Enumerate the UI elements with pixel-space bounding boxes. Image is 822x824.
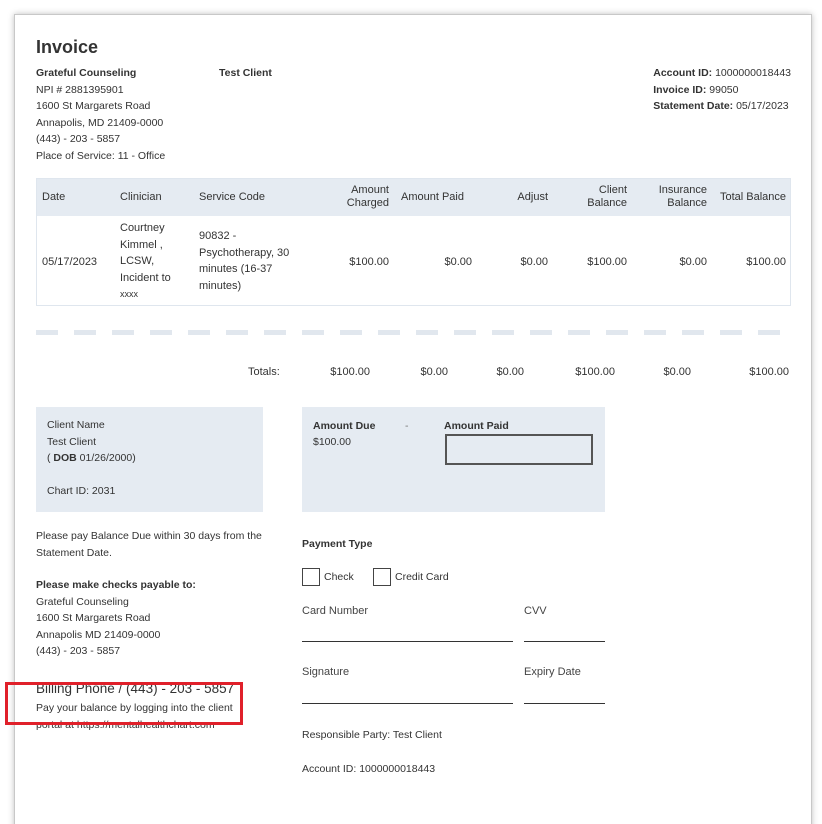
- total-total-balance: $100.00: [749, 366, 789, 378]
- total-client-balance: $100.00: [575, 366, 615, 378]
- totals-label: Totals:: [248, 366, 280, 378]
- highlight-box: [5, 682, 243, 725]
- practice-npi: NPI # 2881395901: [36, 83, 124, 96]
- invoice-title: Invoice: [36, 37, 99, 57]
- credit-card-checkbox[interactable]: [373, 568, 391, 586]
- service-line: 90832 -: [199, 230, 237, 242]
- amount-paid-input[interactable]: [445, 434, 593, 465]
- row-insurance-balance: $0.00: [679, 256, 707, 268]
- total-insurance-balance: $0.00: [663, 366, 691, 378]
- amount-separator: -: [405, 420, 409, 432]
- services-table: [36, 178, 791, 306]
- col-client-balance: [587, 184, 627, 210]
- chart-id: Chart ID: 2031: [47, 484, 116, 497]
- checks-phone: (443) - 203 - 5857: [36, 645, 121, 657]
- col-clinician: Clinician: [120, 191, 162, 203]
- responsible-party: Responsible Party: Test Client: [302, 729, 442, 741]
- service-line: minutes (16-37: [199, 263, 273, 275]
- col-total-balance: Total Balance: [719, 191, 786, 203]
- client-name-top: Test Client: [219, 67, 272, 79]
- total-amount-paid: $0.00: [420, 366, 448, 378]
- row-date: 05/17/2023: [42, 256, 98, 268]
- expiry-date-field[interactable]: [524, 703, 605, 704]
- row-client-balance: $100.00: [587, 256, 627, 268]
- checks-address1: 1600 St Margarets Road: [36, 612, 151, 624]
- practice-address2: Annapolis, MD 21409-0000: [36, 116, 164, 129]
- col-client-balance-line2: Balance: [587, 197, 627, 209]
- check-checkbox[interactable]: [302, 568, 320, 586]
- checks-address2: Annapolis MD 21409-0000: [36, 628, 161, 641]
- clinician-line: Kimmel ,: [120, 238, 163, 251]
- portal-note: Pay your balance by logging into the client portal at https://mentalhealthchart.com: [36, 702, 233, 731]
- col-amount-charged-line2: Charged: [346, 197, 389, 209]
- row-adjust: $0.00: [520, 256, 548, 268]
- col-insurance-balance-line2: Balance: [667, 197, 707, 209]
- checks-name: Grateful Counseling: [36, 595, 129, 608]
- client-info-box: [36, 407, 263, 512]
- col-date: Date: [42, 191, 66, 203]
- col-client-balance-line1: Client: [598, 184, 627, 196]
- signature-label: Signature: [302, 666, 350, 678]
- place-of-service: Place of Service: 11 - Office: [36, 149, 166, 162]
- dob-label: DOB: [53, 452, 77, 464]
- clinician-line: xxxx: [120, 289, 138, 299]
- total-amount-charged: $100.00: [330, 366, 370, 378]
- account-id-value: 1000000018443: [715, 67, 791, 79]
- credit-card-label: Credit Card: [395, 571, 449, 583]
- client-dob: [47, 450, 252, 467]
- col-service-code: Service Code: [199, 191, 266, 203]
- total-adjust: $0.00: [496, 366, 524, 378]
- row-amount-charged: $100.00: [349, 256, 389, 268]
- clinician-line: Incident to: [120, 271, 171, 284]
- client-name: Test Client: [47, 435, 97, 448]
- footer-account-id: Account ID: 1000000018443: [302, 763, 436, 775]
- practice-phone: (443) - 203 - 5857: [36, 133, 121, 145]
- service-line: Psychotherapy, 30: [199, 246, 290, 259]
- account-id-label: Account ID:: [653, 67, 713, 79]
- checks-title: Please make checks payable to:: [36, 579, 196, 591]
- col-insurance-balance-line1: Insurance: [658, 184, 707, 196]
- expiry-date-label: Expiry Date: [524, 666, 581, 678]
- amount-due-value: $100.00: [313, 436, 351, 448]
- col-amount-paid: Amount Paid: [401, 191, 464, 203]
- row-total-balance: $100.00: [746, 256, 786, 268]
- card-number-field[interactable]: [302, 641, 513, 642]
- amount-due-label: Amount Due: [313, 420, 376, 432]
- check-label: Check: [324, 571, 354, 583]
- dob-value: 01/26/2000): [76, 452, 136, 464]
- col-amount-charged-line1: Amount: [351, 184, 389, 196]
- row-amount-paid: $0.00: [444, 256, 472, 268]
- account-info: [653, 65, 791, 115]
- dashed-divider: [36, 330, 791, 335]
- row-clinician: [120, 220, 171, 303]
- pay-note: Please pay Balance Due within 30 days from the Statement Date.: [36, 530, 262, 559]
- statement-date-value: 05/17/2023: [736, 100, 789, 112]
- card-number-label: Card Number: [302, 605, 369, 617]
- col-insurance-balance: [659, 184, 707, 210]
- checks-payable: [36, 577, 196, 660]
- statement-date-label: Statement Date:: [653, 100, 734, 112]
- col-adjust: Adjust: [517, 191, 548, 203]
- practice-info: [36, 65, 165, 164]
- clinician-line: Courtney: [120, 222, 165, 234]
- row-service-code: [199, 228, 289, 294]
- payment-type-title: Payment Type: [302, 538, 373, 550]
- practice-name: Grateful Counseling: [36, 67, 137, 79]
- dob-prefix: (: [47, 452, 54, 464]
- cvv-field[interactable]: [524, 641, 605, 642]
- cvv-label: CVV: [524, 605, 547, 617]
- invoice-id-value: 99050: [709, 83, 739, 96]
- table-header: [37, 179, 790, 216]
- amount-paid-label: Amount Paid: [444, 420, 509, 432]
- col-amount-charged: [347, 184, 389, 210]
- service-line: minutes): [199, 279, 242, 292]
- billing-phone: Billing Phone / (443) - 203 - 5857: [36, 681, 235, 696]
- clinician-line: LCSW,: [120, 255, 155, 267]
- invoice-id-label: Invoice ID:: [653, 83, 707, 96]
- practice-address1: 1600 St Margarets Road: [36, 100, 151, 112]
- amount-due-box: [302, 407, 605, 512]
- client-name-label: Client Name: [47, 419, 105, 431]
- signature-field[interactable]: [302, 703, 513, 704]
